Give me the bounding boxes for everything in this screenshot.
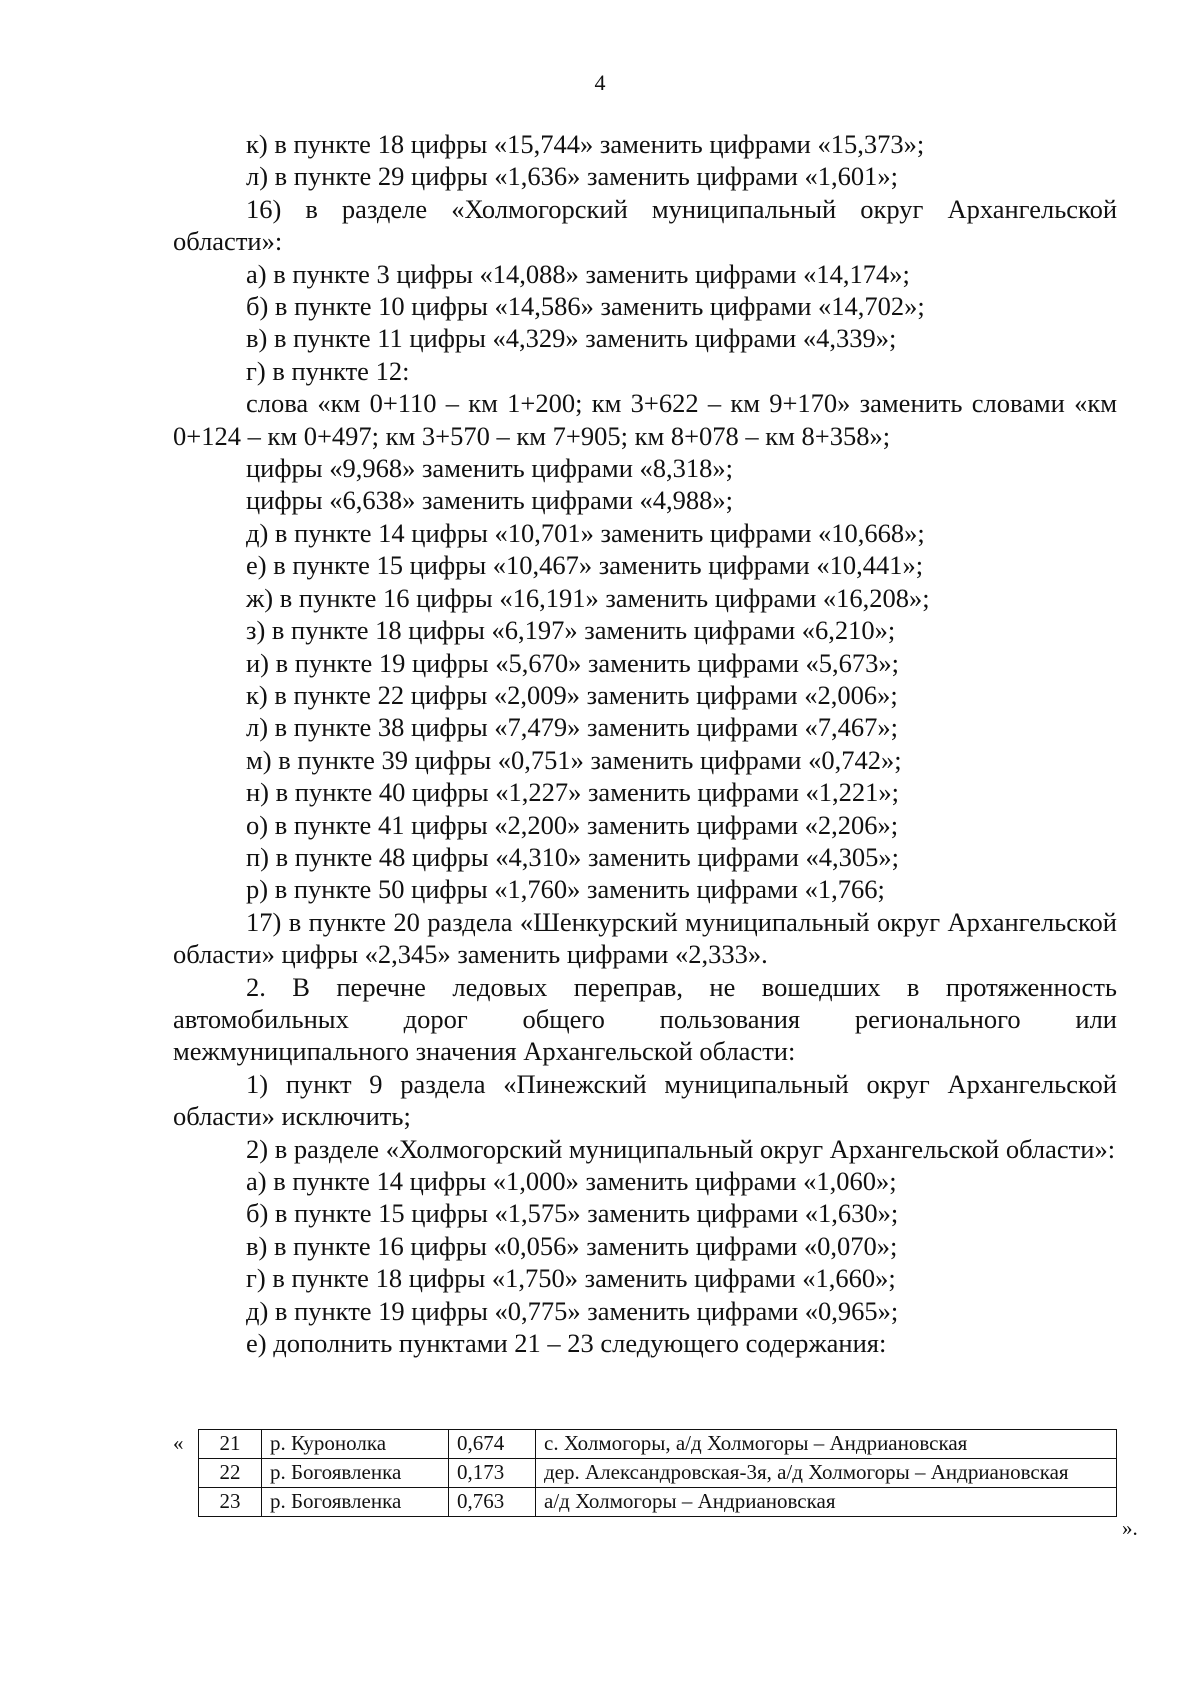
paragraph: 2) в разделе «Холмогорский муниципальный округ Архангельской области»: [246, 1133, 1116, 1164]
paragraph: г) в пункте 12: [246, 355, 410, 386]
paragraph: 2. В перечне ледовых переправ, не вошедших в протяженность автомобильных дорог общего пользования регионального или межмуниципального значения Архангельской области: [173, 971, 1117, 1067]
paragraph: слова «км 0+110 – км 1+200; км 3+622 – км 9+170» заменить словами «км 0+124 – км 0+497; км 3+570 – км 7+905; км 8+078 – км 8+358»; [173, 388, 1117, 451]
table-open-quote: « [173, 1431, 184, 1455]
paragraph: н) в пункте 40 цифры «1,227» заменить цифрами «1,221»; [246, 777, 899, 808]
paragraph: 17) в пункте 20 раздела «Шенкурский муниципальный округ Архангельской области» цифры «2,345» заменить цифрами «2,333». [173, 906, 1117, 970]
paragraph: а) в пункте 3 цифры «14,088» заменить цифрами «14,174»; [246, 258, 910, 289]
paragraph: м) в пункте 39 цифры «0,751» заменить цифрами «0,742»; [246, 744, 902, 775]
river-name: р. Богоявленка [262, 1459, 449, 1488]
crossing-location: с. Холмогоры, а/д Холмогоры – Андриановская [536, 1430, 1117, 1459]
paragraph: о) в пункте 41 цифры «2,200» заменить цифрами «2,206»; [246, 809, 899, 840]
paragraph: цифры «6,638» заменить цифрами «4,988»; [246, 485, 733, 516]
paragraph: б) в пункте 10 цифры «14,586» заменить цифрами «14,702»; [246, 291, 925, 322]
paragraph: д) в пункте 19 цифры «0,775» заменить цифрами «0,965»; [246, 1295, 899, 1326]
crossing-location: дер. Александровская-3я, а/д Холмогоры – Андриановская [536, 1459, 1117, 1488]
paragraph: д) в пункте 14 цифры «10,701» заменить цифрами «10,668»; [246, 517, 925, 548]
row-number: 21 [199, 1430, 262, 1459]
river-name: р. Куронолка [262, 1430, 449, 1459]
paragraph: 16) в разделе «Холмогорский муниципальный округ Архангельской области»: [173, 193, 1117, 257]
paragraph: е) в пункте 15 цифры «10,467» заменить цифрами «10,441»; [246, 550, 924, 581]
row-number: 22 [199, 1459, 262, 1488]
paragraph: к) в пункте 18 цифры «15,744» заменить цифрами «15,373»; [246, 129, 925, 159]
table-row [199, 1430, 1117, 1459]
river-name: р. Богоявленка [262, 1488, 449, 1517]
crossing-length: 0,674 [449, 1430, 536, 1459]
paragraph: р) в пункте 50 цифры «1,760» заменить цифрами «1,766; [246, 874, 885, 905]
page-number: 4 [594, 70, 606, 95]
table-row [199, 1488, 1117, 1517]
crossing-length: 0,763 [449, 1488, 536, 1517]
crossing-length: 0,173 [449, 1459, 536, 1488]
paragraph: б) в пункте 15 цифры «1,575» заменить цифрами «1,630»; [246, 1198, 899, 1229]
table-close-quote: ». [1122, 1516, 1138, 1540]
paragraph: в) в пункте 11 цифры «4,329» заменить цифрами «4,339»; [246, 323, 897, 354]
table-row [199, 1459, 1117, 1488]
paragraph: п) в пункте 48 цифры «4,310» заменить цифрами «4,305»; [246, 841, 899, 872]
paragraph: л) в пункте 38 цифры «7,479» заменить цифрами «7,467»; [246, 712, 899, 743]
ice-crossings-table [198, 1429, 1117, 1517]
paragraph: г) в пункте 18 цифры «1,750» заменить цифрами «1,660»; [246, 1263, 896, 1294]
row-number: 23 [199, 1488, 262, 1517]
paragraph: а) в пункте 14 цифры «1,000» заменить цифрами «1,060»; [246, 1166, 897, 1196]
document-body [173, 128, 1117, 1359]
paragraph: и) в пункте 19 цифры «5,670» заменить цифрами «5,673»; [246, 647, 899, 678]
paragraph: з) в пункте 18 цифры «6,197» заменить цифрами «6,210»; [246, 615, 896, 646]
paragraph: цифры «9,968» заменить цифрами «8,318»; [246, 453, 733, 484]
paragraph: 1) пункт 9 раздела «Пинежский муниципальный округ Архангельской области» исключить; [173, 1068, 1117, 1132]
paragraph: е) дополнить пунктами 21 – 23 следующего содержания: [246, 1328, 887, 1359]
paragraph: в) в пункте 16 цифры «0,056» заменить цифрами «0,070»; [246, 1230, 898, 1261]
paragraph: к) в пункте 22 цифры «2,009» заменить цифрами «2,006»; [246, 679, 898, 710]
paragraph: ж) в пункте 16 цифры «16,191» заменить цифрами «16,208»; [246, 582, 930, 613]
paragraph: л) в пункте 29 цифры «1,636» заменить цифрами «1,601»; [246, 161, 899, 192]
crossing-location: а/д Холмогоры – Андриановская [536, 1488, 1117, 1517]
